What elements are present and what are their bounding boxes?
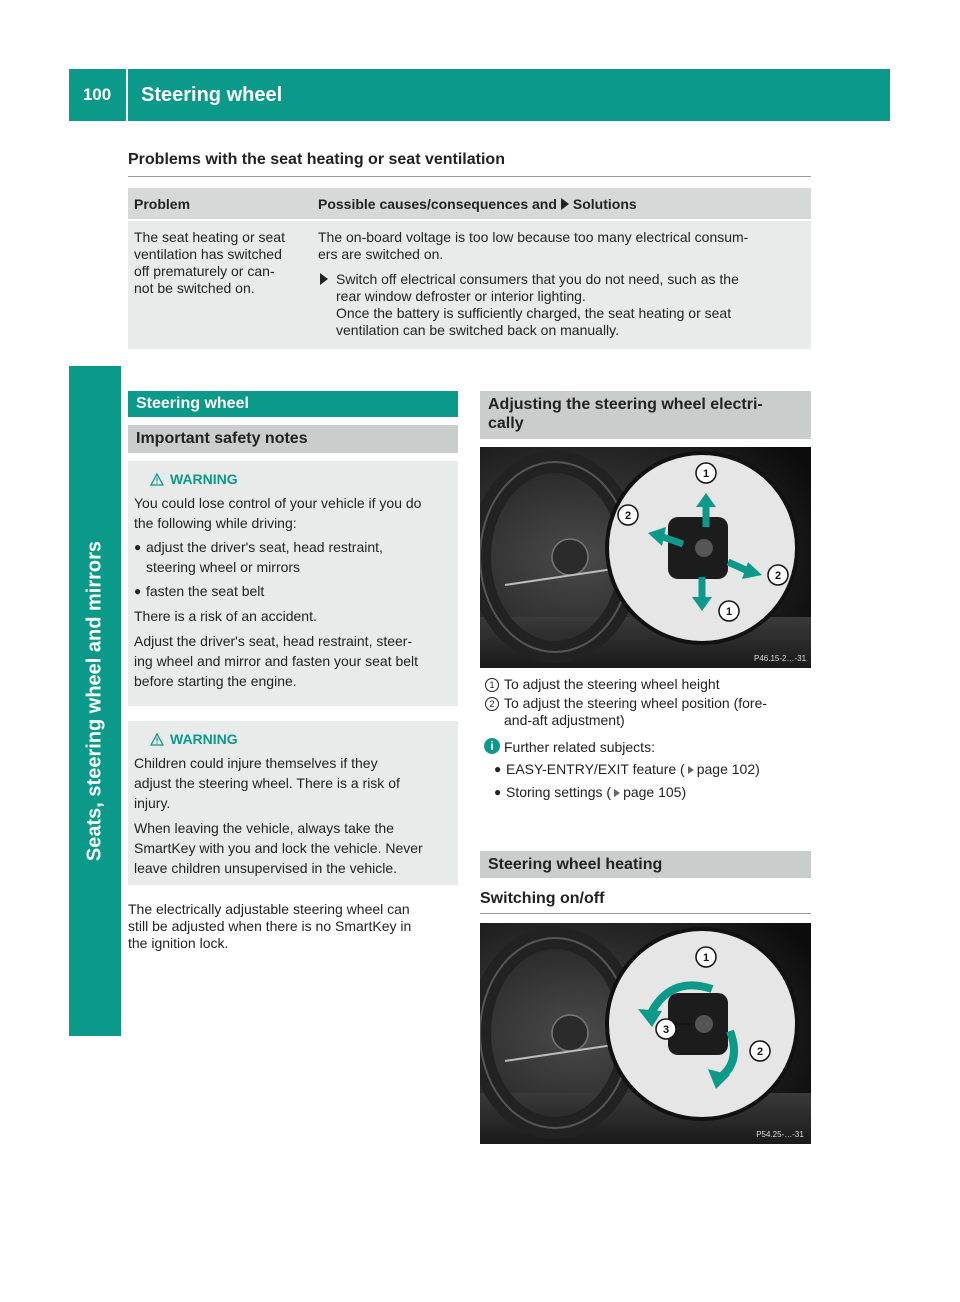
photo-captions	[480, 676, 811, 801]
warning-text: When leaving the vehicle, always take the	[134, 820, 394, 836]
callout-2-right: 2	[774, 570, 782, 582]
section-title-steering-wheel: Steering wheel	[128, 391, 458, 417]
warning-box-driving	[128, 461, 458, 706]
chapter-side-tab	[69, 366, 121, 1036]
step-arrow-icon	[320, 273, 328, 285]
col-solutions-label: Solutions	[572, 195, 637, 212]
bullet-icon: ●	[134, 584, 142, 598]
callout-number: 1	[485, 678, 499, 692]
advice-text: ing wheel and mirror and fasten your seat belt	[134, 653, 419, 669]
warning-advice	[134, 818, 452, 878]
title-line: cally	[488, 415, 524, 432]
warning-text: adjust the steering wheel. There is a risk of	[134, 775, 400, 791]
warning-text: the following while driving:	[134, 515, 297, 531]
steering-adjust-photo	[480, 447, 811, 668]
page-ref-icon	[688, 766, 694, 774]
callout-1-bottom: 1	[725, 606, 733, 618]
warning-box-children	[128, 721, 458, 885]
info-block	[480, 738, 811, 756]
caption-item	[480, 695, 811, 729]
page-number: 100	[82, 85, 112, 104]
related-text: EASY-ENTRY/EXIT feature (	[506, 761, 685, 777]
solution-step	[318, 271, 805, 339]
paragraph-line: the ignition lock.	[128, 935, 229, 951]
advice-text: before starting the engine.	[134, 673, 297, 689]
problems-table	[128, 188, 811, 349]
callout-2-left: 2	[624, 510, 632, 522]
solution-arrow-icon	[561, 198, 569, 210]
bullet-text: steering wheel or mirrors	[146, 559, 301, 575]
cause-line: ers are switched on.	[318, 246, 444, 262]
callout-1: 1	[702, 952, 710, 964]
info-icon: i	[484, 738, 500, 754]
callout-2: 2	[756, 1046, 764, 1058]
related-link[interactable]	[480, 761, 811, 778]
step-line: rear window defroster or interior lighting.	[336, 288, 586, 304]
subheading-switching: Switching on/off	[480, 890, 605, 907]
title-line: Adjusting the steering wheel electri-	[488, 396, 763, 413]
callout-1-top: 1	[702, 468, 710, 480]
warning-heading	[150, 729, 452, 749]
warning-triangle-icon	[150, 733, 164, 746]
callout-number: 2	[485, 697, 499, 711]
header-divider	[126, 69, 128, 121]
page-header	[69, 69, 890, 121]
problem-line: ventilation has switched	[134, 246, 282, 262]
step-line: ventilation can be switched back on manually.	[336, 322, 620, 338]
caption-text: To adjust the steering wheel position (fore-	[504, 695, 768, 711]
problems-heading: Problems with the seat heating or seat ventilation	[128, 151, 505, 168]
warning-label: WARNING	[170, 471, 238, 487]
photo-code: P46.15-2…-31	[753, 654, 807, 663]
table-row	[128, 221, 811, 349]
col-causes	[312, 196, 811, 212]
heading-rule	[128, 176, 811, 177]
advice-text: Adjust the driver's seat, head restraint, steer-	[134, 633, 413, 649]
problem-line: off prematurely or can-	[134, 263, 275, 279]
subheading-rule	[480, 913, 811, 914]
bullet-text: fasten the seat belt	[146, 583, 265, 599]
advice-block	[134, 631, 452, 691]
caption-text: To adjust the steering wheel height	[504, 676, 720, 692]
table-header	[128, 188, 811, 219]
section-title-heating: Steering wheel heating	[480, 851, 811, 878]
paragraph-line: still be adjusted when there is no SmartKey in	[128, 918, 412, 934]
risk-text: There is a risk of an accident.	[134, 608, 317, 624]
heating-switch-illustration	[480, 923, 811, 1144]
photo-code: P54.25-…-31	[756, 1130, 804, 1139]
subsection-title-safety: Important safety notes	[128, 425, 458, 453]
col-causes-label: Possible causes/consequences and	[318, 195, 557, 212]
col-problem: Problem	[134, 195, 191, 212]
step-line: Switch off electrical consumers that you do not need, such as the	[336, 271, 739, 287]
chapter-label: Seats, steering wheel and mirrors	[83, 540, 106, 862]
cause-line: The on-board voltage is too low because too many electrical consum-	[318, 229, 749, 245]
warning-text: You could lose control of your vehicle if you do	[134, 495, 422, 511]
section-title-adjusting	[480, 391, 811, 439]
warning-bullet	[134, 581, 452, 601]
bullet-icon: ●	[134, 540, 142, 554]
warning-heading	[150, 469, 452, 489]
cause-cell	[312, 229, 811, 339]
bullet-icon: ●	[494, 762, 502, 776]
related-link[interactable]	[480, 784, 811, 801]
step-line: Once the battery is sufficiently charged, the seat heating or seat	[336, 305, 732, 321]
closing-paragraph	[128, 901, 458, 952]
caption-text: and-aft adjustment)	[504, 712, 625, 728]
bullet-icon: ●	[494, 785, 502, 799]
warning-text: Children could injure themselves if they	[134, 755, 378, 771]
callout-3: 3	[662, 1024, 670, 1036]
warning-text: SmartKey with you and lock the vehicle. Never	[134, 840, 423, 856]
page-ref-icon	[614, 789, 620, 797]
related-text: Storing settings (	[506, 784, 612, 800]
warning-text: leave children unsupervised in the vehicle.	[134, 860, 398, 876]
warning-triangle-icon	[150, 473, 164, 486]
warning-label: WARNING	[170, 731, 238, 747]
steering-wheel-illustration	[480, 447, 811, 668]
info-label: Further related subjects:	[504, 739, 655, 755]
problem-line: The seat heating or seat	[134, 229, 285, 245]
problem-cell	[128, 229, 312, 339]
related-page: page 105)	[623, 784, 687, 800]
paragraph-line: The electrically adjustable steering wheel can	[128, 901, 410, 917]
page-title: Steering wheel	[141, 83, 283, 106]
steering-heating-photo	[480, 923, 811, 1144]
warning-text: injury.	[134, 795, 171, 811]
related-page: page 102)	[696, 761, 760, 777]
caption-item	[480, 676, 811, 693]
warning-bullet	[134, 537, 452, 577]
bullet-text: adjust the driver's seat, head restraint,	[146, 539, 383, 555]
problem-line: not be switched on.	[134, 280, 255, 296]
